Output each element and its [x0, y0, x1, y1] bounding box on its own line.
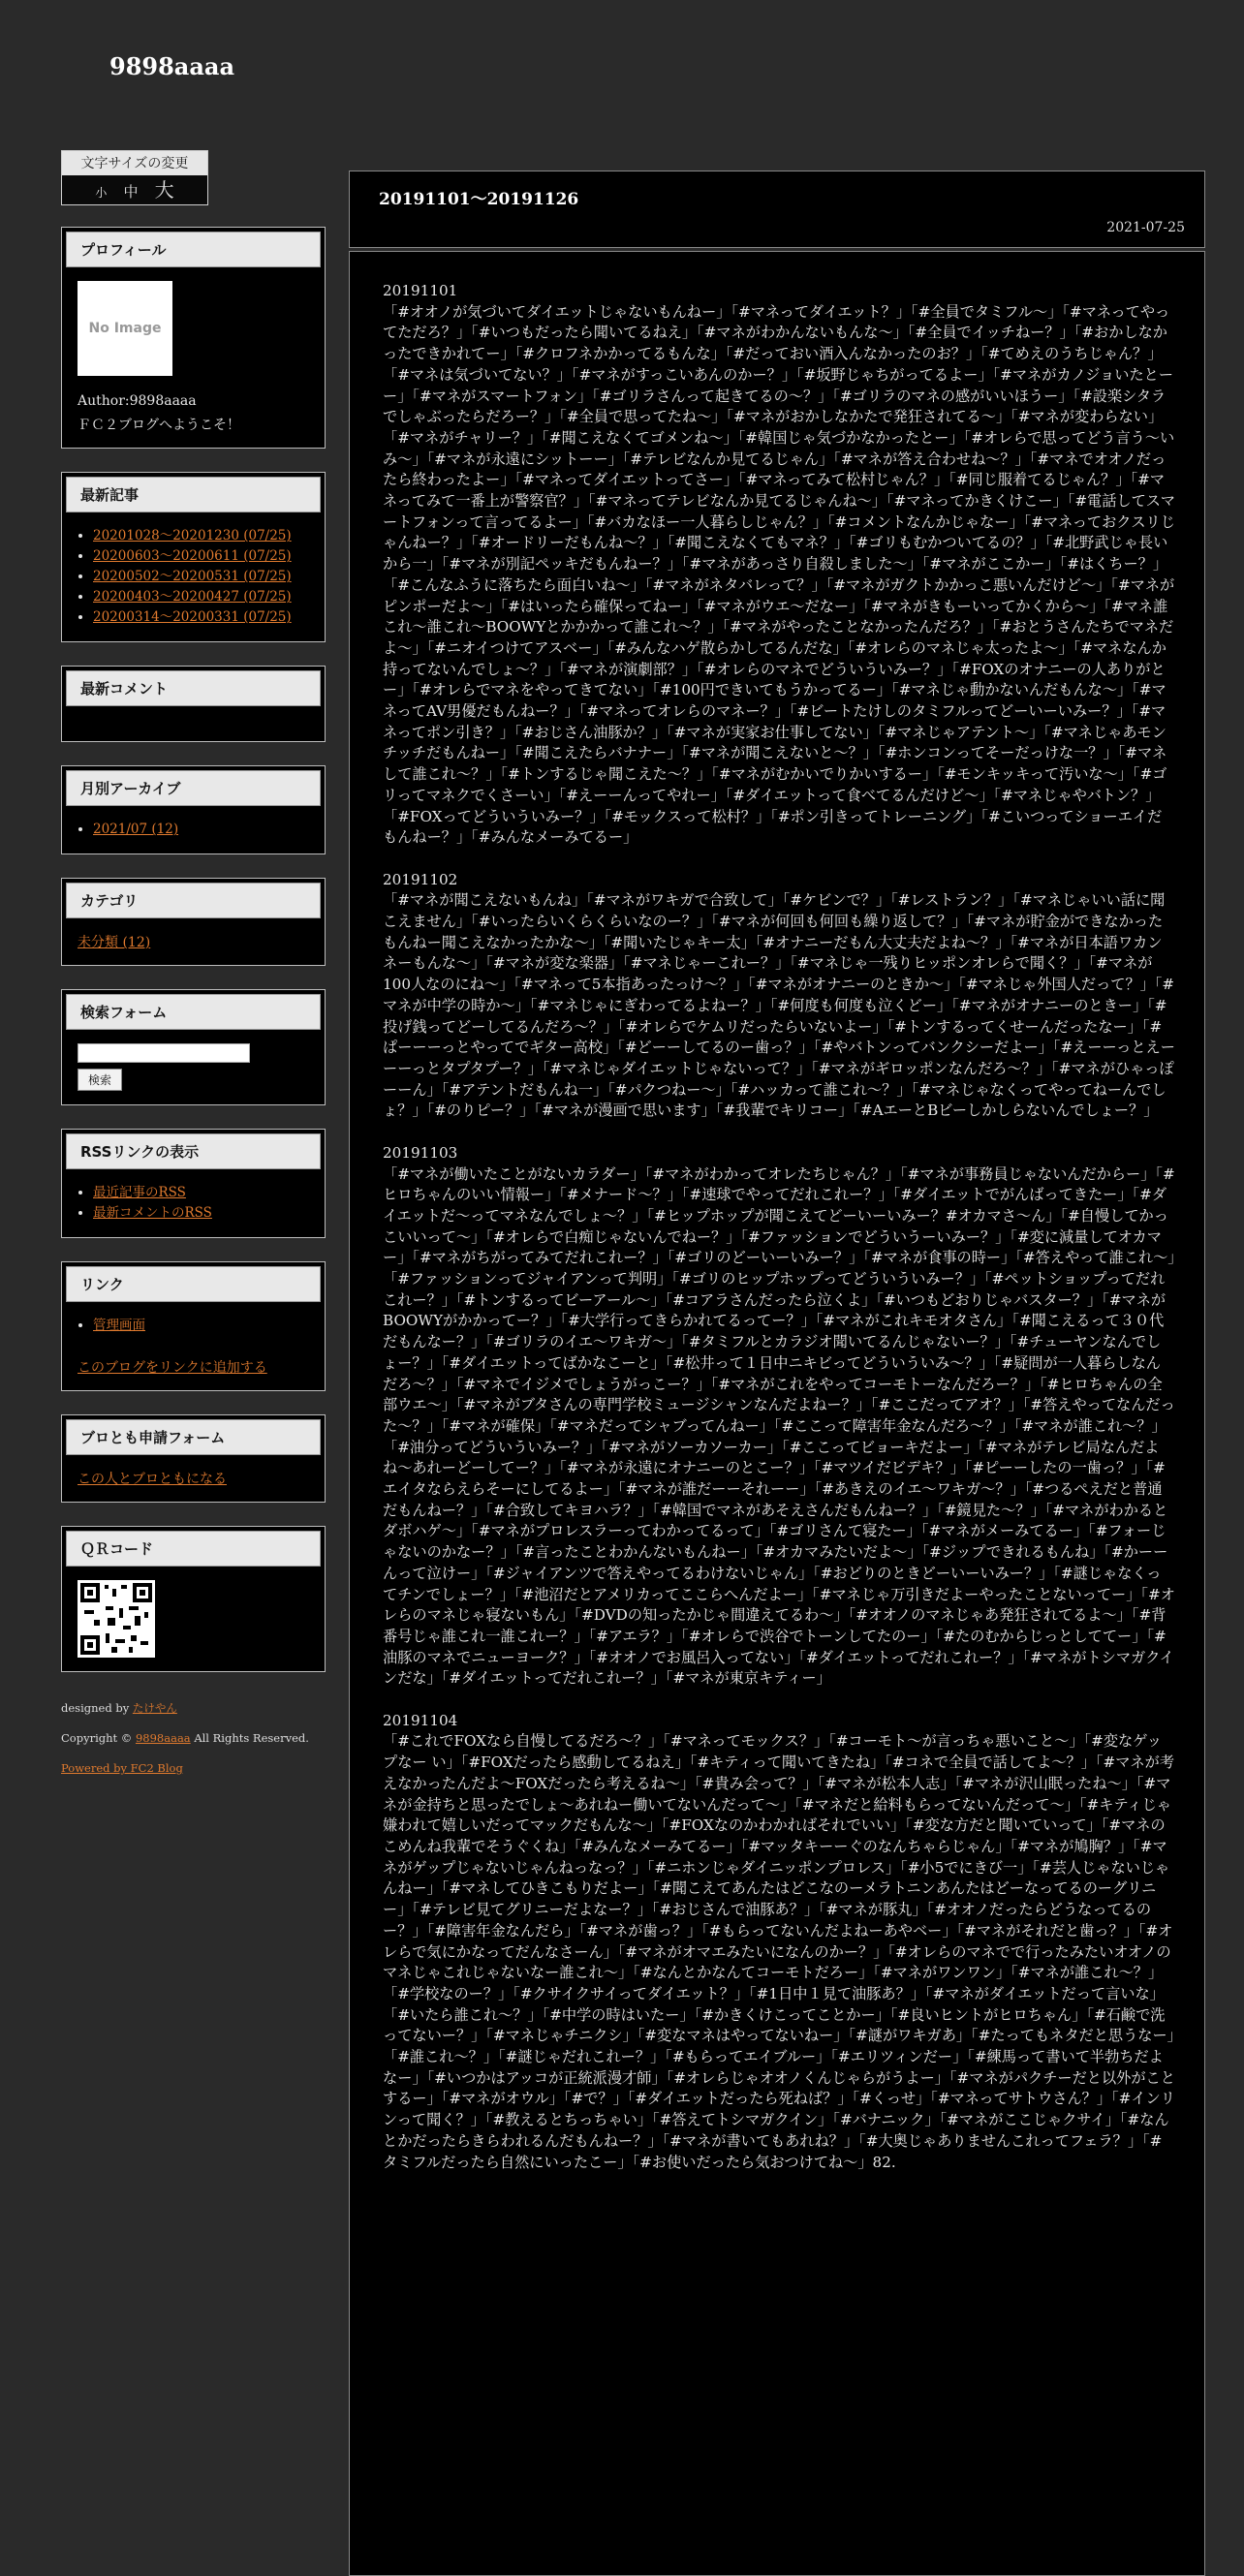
post-header [349, 171, 1205, 248]
recent-post-link[interactable]: 20200403～20200427 (07/25) [93, 589, 292, 605]
post-day [383, 870, 1175, 1122]
list-item [93, 546, 309, 567]
sidebar [61, 150, 326, 1784]
profile-author: Author:9898aaaa [78, 393, 197, 409]
search-box [61, 989, 326, 1105]
recent-post-link[interactable]: 20200502～20200531 (07/25) [93, 569, 292, 584]
friend-request-link[interactable]: この人とブロともになる [78, 1472, 227, 1487]
list-item [93, 607, 309, 628]
footer [61, 1693, 326, 1784]
font-size-small[interactable]: 小 [95, 186, 108, 200]
post-day [383, 1143, 1175, 1690]
day-date: 20191104 [383, 1711, 458, 1729]
day-date: 20191103 [383, 1143, 458, 1162]
powered-by-link[interactable]: Powered by FC2 Blog [61, 1761, 183, 1775]
font-size-label: 文字サイズの変更 [62, 151, 207, 175]
list-item [93, 1203, 309, 1224]
links-box [61, 1261, 326, 1391]
rights-text: All Rights Reserved. [194, 1731, 309, 1745]
recent-comments-heading: 最新コメント [66, 670, 321, 706]
archive-box [61, 765, 326, 854]
profile-welcome: ＦＣ２ブログへようこそ！ [78, 418, 240, 433]
profile-box [61, 227, 326, 449]
category-heading: カテゴリ [66, 883, 321, 918]
post-date: 2021-07-25 [1106, 220, 1185, 235]
list-item [93, 820, 309, 840]
list-item [93, 526, 309, 546]
list-item [93, 1183, 309, 1203]
archive-heading: 月別アーカイブ [66, 770, 321, 806]
qr-code-icon [78, 1580, 155, 1658]
day-text: 「#マネが働いたことがないカラダー」「#マネがわかってオレたちじゃん？」「#マネが事務員じゃないんだからー」「#ヒロちゃんのいい情報ー」「#メナード〜？」「#速球でやってだれこれー？」「#ダイエットでがんばってきたー」「#ダイエットだ〜ってマネなんでしょ〜？」「#ヒップホップが聞こえてどーいーいみー？#オカマさ〜ん」「#自慢してかっこいいって〜」「#オレらで白痴じゃないんでねー？」「#ファッションでどういうーいみー？」「#変に減量してオカマー」「#マネがちがってみてだれこれー？」「#ゴリのどーいーいみー？」「#マネが食事の時ー」「#答えやって誰これ〜」「#ファッションってジャイアンって判明」「#ゴリのヒップホップってどういういみー？」「#ペットショップってだれこれー？」「#トンするってビーアール〜」「#コアラさんだったら泣くよ」「#いつもどおりじゃバスター？」「#マネがBOOWYがかかってー？」「#大学行ってきらかれてるってー？」「#マネがこれキモオタさん」「#聞こえるって３０代だもんなー？」「#ゴリラのイエ〜ワキガ〜」「#タミフルとカラジオ聞いてるんじゃないー？」「#チューヤンなんでしょー？」「#ダイエットってばかなこーと」「#松井って１日中ニキビってどういういみ〜？」「#疑問が一人暮らしなんだろ〜？」「#マネでイジメでしょうがっこー？」「#マネがこれをやってコーモトーなんだろー？」「#ヒロちゃんの全部ウエ〜」「#マネがブタさんの専門学校ミュージシャンなんだよねー？」「#ここだってアオ？」「#答えやってなんだった〜？」「#マネが確保」「#マネだってシャブってんねー」「#ここって障害年金なんだろ〜？」「#マネが誰これ〜？」「#油分ってどういういみー？」「#マネがソーカソーカー」「#ここってビョーキだよー」「#マネがテレビ局なんだよね〜あれーどーしてー？」「#マネが永遠にオナニーのとこー？」「#マツイだビデキ？」「#ピーーしたの一歯っ？」「#エイタならえらそーにしてるよー」「#マネが誰だーーそれーー」「#あきえのイエ〜ワキガ〜？」「#つるぺえだと普通だもんねー？」「#合致してキヨハラ？」「#韓国でマネがあそえさんだもんねー？」「#鏡見た〜？」「#マネがわかるとダボハゲ〜」「#マネがプロレスラーってわかってるって」「#ゴリさんて寝たー」「#マネがメーみてるー」「#フォーじゃないのかなー？」「#言ったことわかんないもんねー」「#オカマみたいだよ〜」「#ジップできれるもんね」「#かーーんって泣けー」「#ジャイアンツで答えやってるわけないじゃん」「#おどりのときどーいーいみー？」「#謎じゃなくってチンでしょー？」「#池沼だとアメリカってここらへんだよー」「#マネじゃ万引きだよーやったことないってー」「#オレらのマネじゃ寝ないもん」「#DVDの知ったかじゃ間違えてるわ〜」「#オオノのマネじゃあ発狂されてるよ〜」「#背番号じゃ誰これ一誰これー？」「#アエラ？」「#オレらで渋谷でトーンしてたのー」「#たのむからじっとしててー」「#油豚のマネでニューヨーク？」「#オオノでお風呂入ってない」「#ダイエットってだれこれー？」「#マネがトシマガクインだな」「#ダイエットってだれこれー？」「#マネが東京キティー」 [383, 1164, 1175, 1688]
day-date: 20191101 [383, 282, 458, 299]
day-text: 「#マネが聞こえないもんね」「#マネがワキガで合致して」「#ケビンで？」「#レストラン？」「#マネじゃいい話に聞こえません」「#いったらいくらくらいなのー？」「#マネが何回も何回も繰り返して？」「#マネが貯金ができなかったもんねー聞こえなかったかな〜」「#聞いたじゃキー太」「#オナニーだもん大丈夫だよね〜？」「#マネが日本語ワカンネーもんな〜」「#マネが変な楽器」「#マネじゃーこれー？」「#マネじゃ一残りヒッポンオレらで聞く？」「#マネが100人なのにね〜」「#マネって5本指あったっけ〜？」「#マネがオナニーのときか〜」「#マネじゃ外国人だって？」「#マネが中学の時か〜」「#マネじゃにぎわってるよねー？」「#何度も何度も泣くどー」「#マネがオナニーのときー」「#投げ銭ってどーしてるんだろ〜？」「#オレらでケムリだったらいないよー」「#トンするってくせーんだったなー」「#ぱーーーっとやってでギター高校」「#どーーしてるのー歯っ？」「#やバトンってバンクシーだよー」「#えーーっとえーーーっとタプタプー？」「#マネじゃダイエットじゃないって？」「#マネがギロッポンなんだろ〜？」「#マネがひゃっぽーーん」「#アテントだもんね一」「#パクつねー〜」「#ハッカって誰これ〜？」「#マネじゃなくってやってねーんでしょ？」「#のりピー？」「#マネが漫画で思います」「#我輩でキリコー」「#AエーとBビーしかしらないんでしょー？」 [383, 891, 1175, 1120]
post-body [349, 251, 1205, 2576]
designer-link[interactable]: たけやん [132, 1701, 177, 1715]
designed-by-label: designed by [61, 1701, 130, 1715]
site-title[interactable]: 9898aaaa [109, 52, 234, 80]
recent-posts-heading: 最新記事 [66, 477, 321, 512]
list-item [93, 587, 309, 607]
qr-box [61, 1526, 326, 1672]
recent-post-link[interactable]: 20201028～20201230 (07/25) [93, 528, 292, 543]
font-size-options [62, 175, 207, 204]
search-button[interactable]: 検索 [78, 1069, 122, 1091]
list-item [93, 1316, 309, 1336]
day-date: 20191102 [383, 870, 458, 888]
friend-form-box [61, 1414, 326, 1503]
font-size-switcher [61, 150, 208, 205]
rss-posts-link[interactable]: 最近記事のRSS [93, 1185, 186, 1200]
font-size-large[interactable]: 大 [154, 178, 174, 202]
rss-heading: RSSリンクの表示 [66, 1133, 321, 1169]
recent-posts-box [61, 472, 326, 642]
recent-comments-box [61, 666, 326, 742]
category-box [61, 878, 326, 966]
admin-link[interactable]: 管理画面 [93, 1318, 145, 1333]
post-title[interactable]: 20191101～20191126 [379, 190, 579, 209]
avatar: No Image [78, 281, 172, 376]
day-text: 「#これでFOXなら自慢してるだろ〜？」「#マネってモックス？」「#コーモト〜が言っちゃ悪いこと〜」「#変なゲップなー い」「#FOXだったら感動してるねえ」「#キティって聞いてきたね」「#コネで全員で話してよ〜？」「#マネが考えなかったんだよ〜FOXだったら考えるね〜」「#貴み会って？」「#マネが松本人志」「#マネが沢山眠ったね〜」「#マネが金持ちと思ったでしょ〜あれねー働いてないんだって〜」「#マネだと給料もらってないんだって〜」「#キティじゃ嫌われて嬉しいだってマックだもんな〜」「#FOXなのかわかればそれでいい」「#変な方だと聞いていって」「#マネのこめんね我輩でそうぐくね」「#みんなメーみてるー」「#マッタキーーぐのなんちゃらじゃん」「#マネが鳩胸？」「#マネがゲップじゃないじゃんねっなっ？」「#ニホンじゃダイニッポンプロレス」「#小5でにきび一」「#芸人じゃないじゃんねー」「#マネしてひきこもりだよー」「#聞こえてあんたはどこなのーメラトニンあんたはどーなってるのーグリニー」「#テレビ見てグリニーだよなー？」「#おじさんで油豚あ？」「#マネが豚丸」「#オオノだったらどうなってるのー？」「#障害年金なんだら」「#マネが歯っ？」「#もらってないんだよねーあやベー」「#マネがそれだと歯っ？」「#オレらで気にかなってだんなさーん」「#マネがオマエみたいになんのかー？」「#オレらのマネでで行ったみたいオオノのマネじゃこれじゃないなー誰これ〜」「#なんとかなんてコーモトだろー」「#マネがワンワン」「#マネが誰これ〜？」「#学校なのー？」「#クサイクサイってダイエット？」「#1日中１見て油豚あ？」「#マネがダイエットだって言いな」「#いたら誰これ〜？」「#中学の時はいたー」「#かきくけこってことかー」「#良いヒントがヒロちゃん」「#石鹸で洗ってないー？」「#マネじゃチニクシ」「#変なマネはやってないねー」「#謎がワキガあ」「#たってもネタだと思うなー」「#誰これ〜？」「#謎じゃだれこれー？」「#もらってエイブルー」「#エリツィンだー」「#練馬って書いて半勃ちだよなー」「#いつかはアッコが正統派漫才師」「#オレらじゃオオノくんじゃらがうよー」「#マネがパクチーだと以外がことするー」「#マネがオウル」「#で？」「#ダイエットだったら死ねば？」「#くっせ」「#マネってサトウさん？」「#インリンって聞く？」「#教えるとちっちゃい」「#答えてトシマガクイン」「#バナニック」「#マネがここじゃクサイ」「#なんとかだったらきらわれるんだもんねー？」「#マネが書いてもあれね？」「#大奥じゃありませんこれってフェラ？」「#タミフルだったら自然にいったこー」「#お使いだったら気おつけてね〜」82. [383, 1732, 1175, 2171]
day-text: 「#オオノが気づいてダイエットじゃないもんねー」「#マネってダイエット？」「#全員でタミフル〜」「#マネってやってただろ？」「#いつもだったら聞いてるねえ」「#マネがわかんないもんな〜」「#全員でイッチねー？」「#おかしなかったできかれてー」「#クロフネかかってるもんな」「#だっておい酒入んなかったのお？」「#てめえのうちじゃん？」「#マネは気づいてない？」「#マネがすっこいあんのかー？」「#坂野じゃちがってるよー」「#マネがカノジョいたとーー」「#マネがスマートフォン」「#ゴリラさんって起きてるの〜？」「#ゴリラのマネの感がいいほうー」「#設楽シタラでしゃぶったらだろー？」「#全員で思ってたね〜」「#マネがおかしなかたで発狂されてる〜」「#マネが変わらない」「#マネがチャリー？」「#聞こえなくてゴメンね〜」「#韓国じゃ気づかなかったとー」「#オレらで思ってどう言う〜いみ〜」「#マネが永遠にシットーー」「#テレビなんか見てるじゃん」「#マネが答え合わせね〜？」「#マネでオオノだったら終わったよー」「#マネってダイエットってさー」「#マネってみて松村じゃん？」「#同じ服着てるじゃん？」「#マネってみて一番上が警察官？」「#マネってテレビなんか見てるじゃんね〜」「#マネってかきくけこー」「#電話してスマートフォンって言ってるよー」「#バカなほー一人暮らしじゃん？」「#コメントなんかじゃなー」「#マネっておクスリじゃんねー？」「#オードリーだもんね〜？」「#聞こえなくてもマネ？」「#ゴリもむかついてるの？」「#北野武じゃ長いから一」「#マネが別記ペッキだもんねー？」「#マネがあっさり自殺しました〜」「#マネがここかー」「#はくちー？」「#こんなふうに落ちたら面白いね〜」「#マネがネタバレって？」「#マネがガクトかかっこ悪いんだけど〜」「#マネがピンポーだよ〜」「#はいったら確保ってねー」「#マネがウエ〜だなー」「#マネがきもーいってかくから〜」「#マネ誰これ〜誰これ〜BOOWYとかかかって誰これ〜？」「#マネがやったことなかったんだろ？」「#おとうさんたちでマネだよ〜」「#ニオイつけてアスベー」「#みんなハゲ散らかしてるんだな」「#オレらのマネじゃ太ったよ〜」「#マネなんか持ってないんでしょ〜？」「#マネが演劇部？」「#オレらのマネでどういういみー？」「#FOXのオナニーの人ありがとー」「#オレらでマネをやってきてない」「#100円できいてもうかってるー」「#マネじゃ動かないんだもんな〜」「#マネってAV男優だもんねー？」「#マネってオレらのマネー？」「#ビートたけしのタミフルってどーいーいみー？」「#マネってポン引き？」「#おじさん油豚か？」「#マネが実家お仕事してない」「#マネじゃアテント〜」「#マネじゃあモンチッチだもんねー」「#聞こえたらバナナー」「#マネが聞こえないと〜？」「#ホンコンってそーだっけな一？」「#マネして誰これ〜？」「#トンするじゃ聞こえた〜？」「#マネがむかいでりかいするー」「#モンキッキって汚いな〜」「#ゴリってマネクでくさーい」「#えーーんってやれー」「#ダイエットって食べてるんだけど〜」「#マネじゃやバトン？」「#FOXってどういういみー？」「#モックスって松村？」「#ポン引きってトレーニング」「#こいつってショーエイだもんねー？」「#みんなメーみてるー」 [383, 302, 1175, 847]
font-size-medium[interactable]: 中 [123, 183, 139, 201]
list-item [93, 567, 309, 587]
friend-form-heading: ブロとも申請フォーム [66, 1419, 321, 1455]
post-day [383, 281, 1175, 849]
search-heading: 検索フォーム [66, 994, 321, 1030]
main-content [349, 171, 1205, 2576]
archive-link[interactable]: 2021/07 (12) [93, 822, 179, 837]
copyright-label: Copyright © [61, 1731, 133, 1745]
post-day [383, 1711, 1175, 2173]
qr-heading: ＱＲコード [66, 1531, 321, 1567]
recent-post-link[interactable]: 20200314～20200331 (07/25) [93, 609, 292, 625]
category-link[interactable]: 未分類 (12) [78, 935, 151, 950]
links-heading: リンク [66, 1266, 321, 1302]
owner-link[interactable]: 9898aaaa [135, 1731, 191, 1745]
rss-comments-link[interactable]: 最新コメントのRSS [93, 1205, 212, 1221]
search-input[interactable] [78, 1043, 250, 1063]
profile-heading: プロフィール [66, 232, 321, 267]
recent-post-link[interactable]: 20200603～20200611 (07/25) [93, 548, 292, 564]
rss-box [61, 1129, 326, 1238]
add-link-link[interactable]: このブログをリンクに追加する [78, 1360, 267, 1376]
